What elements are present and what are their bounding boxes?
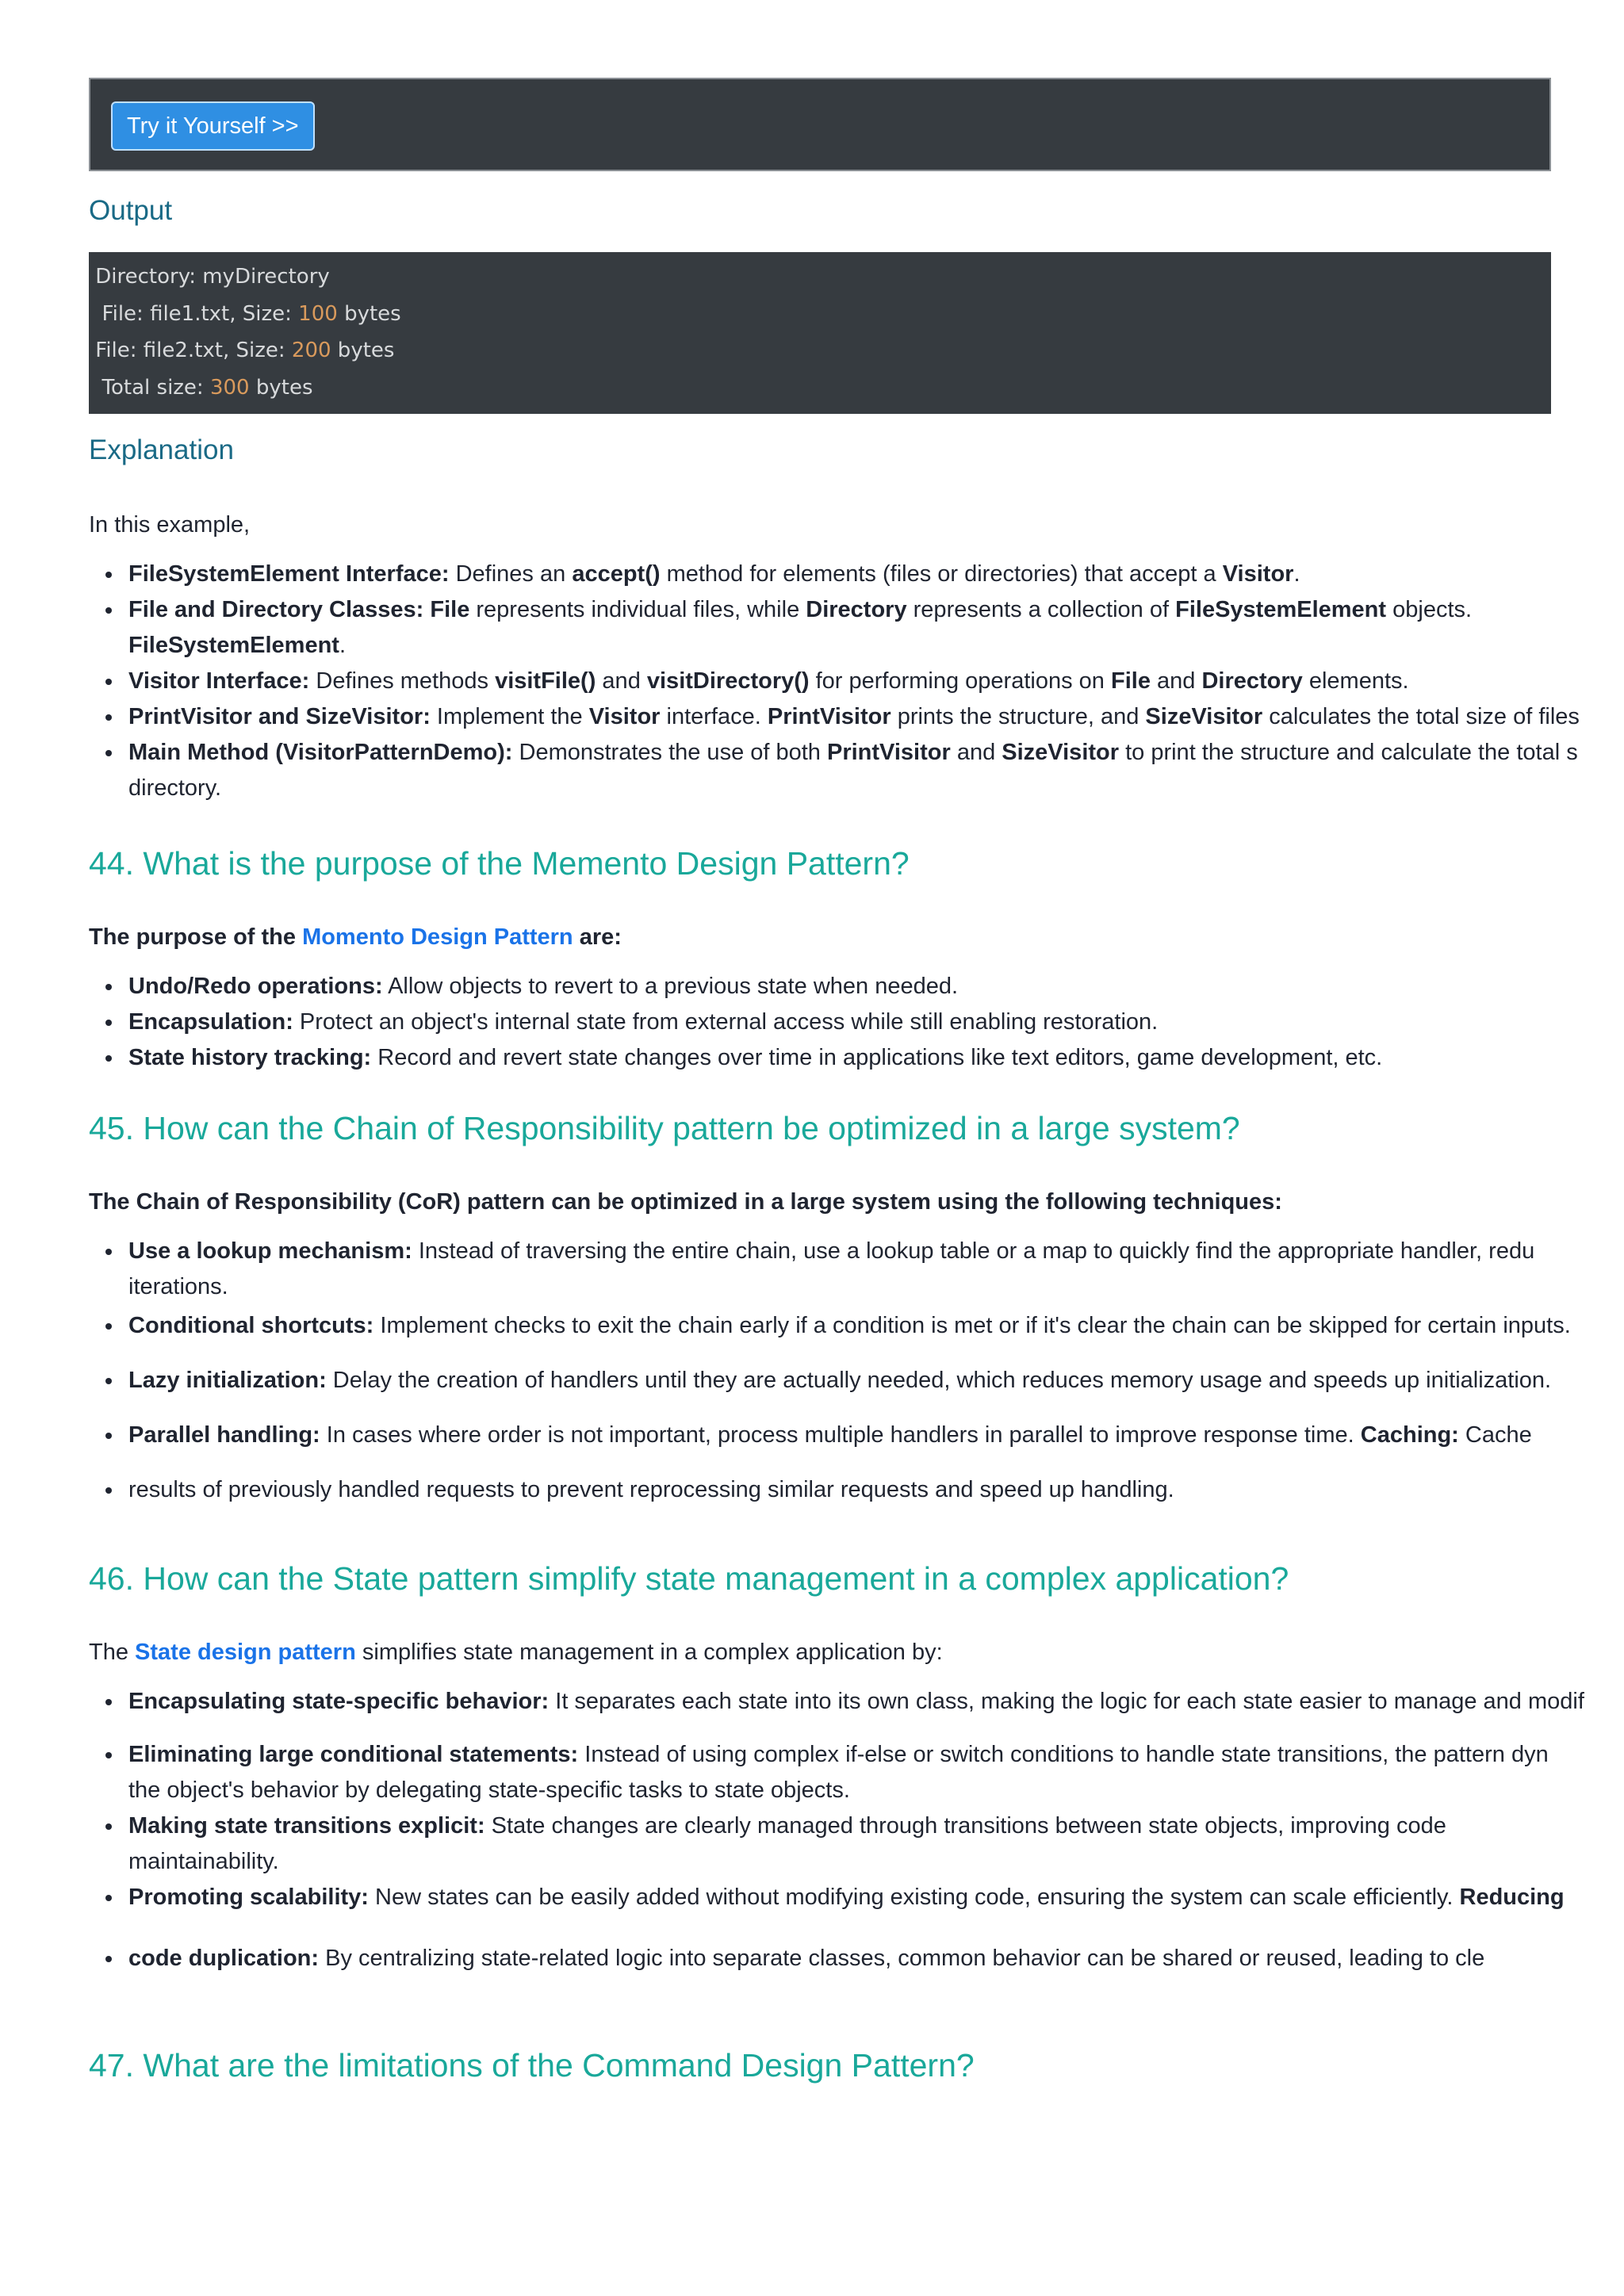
list-item: Use a lookup mechanism: Instead of traversing the entire chain, use a lookup table or a map to quickly find the appropriate handler, redu iterations.: [89, 1234, 1595, 1305]
explanation-list: [89, 557, 1595, 806]
list-item: FileSystemElement Interface: Defines an accept() method for elements (files or directories) that accept a Visitor.: [89, 557, 1595, 592]
q45-list: [89, 1234, 1595, 1508]
momento-design-pattern-link[interactable]: Momento Design Pattern: [302, 924, 573, 950]
try-it-yourself-button[interactable]: Try it Yourself >>: [111, 101, 315, 151]
list-item: Conditional shortcuts: Implement checks to exit the chain early if a condition is met or if it's clear the chain can be skipped for certain inputs.: [89, 1308, 1595, 1344]
list-item: State history tracking: Record and revert state changes over time in applications like text editors, game development, etc.: [89, 1040, 1595, 1076]
code-runner-bar: [89, 78, 1551, 171]
q46-lead: The State design pattern simplifies state management in a complex application by:: [89, 1640, 943, 1665]
question-46-heading: 46. How can the State pattern simplify state management in a complex application?: [89, 1560, 1289, 1597]
list-item: Eliminating large conditional statements: Instead of using complex if-else or switch conditions to handle state transitions, the pattern dyn the object's behavior by delegating state-specific tasks to state objects.: [89, 1737, 1595, 1808]
list-item: Main Method (VisitorPatternDemo): Demonstrates the use of both PrintVisitor and SizeVisitor to print the structure and calculate the total s directory.: [89, 735, 1595, 806]
output-line: File: file2.txt, Size: 200 bytes: [95, 339, 395, 362]
q44-lead: The purpose of the Momento Design Pattern are:: [89, 924, 622, 950]
output-line: File: file1.txt, Size: 100 bytes: [102, 301, 401, 326]
list-item: Parallel handling: In cases where order is not important, process multiple handlers in parallel to improve response time. Caching: Cache: [89, 1418, 1595, 1453]
explanation-heading: Explanation: [89, 434, 234, 465]
question-45-heading: 45. How can the Chain of Responsibility pattern be optimized in a large system?: [89, 1110, 1240, 1146]
state-design-pattern-link[interactable]: State design pattern: [135, 1640, 356, 1665]
q46-list: [89, 1684, 1595, 1976]
list-item: Encapsulation: Protect an object's internal state from external access while still enabling restoration.: [89, 1004, 1595, 1040]
question-44-heading: 44. What is the purpose of the Memento Design Pattern?: [89, 845, 910, 882]
output-line: Directory: myDirectory: [95, 265, 330, 289]
list-item: results of previously handled requests to prevent reprocessing similar requests and speed up handling.: [89, 1472, 1595, 1508]
q44-list: [89, 969, 1595, 1076]
list-item: Encapsulating state-specific behavior: It separates each state into its own class, making the logic for each state easier to manage and modif: [89, 1684, 1595, 1720]
list-item: code duplication: By centralizing state-related logic into separate classes, common behavior can be shared or reused, leading to cle: [89, 1941, 1595, 1976]
output-line: Total size: 300 bytes: [102, 375, 313, 400]
list-item: Promoting scalability: New states can be easily added without modifying existing code, ensuring the system can scale efficiently. Reducing: [89, 1880, 1595, 1915]
list-item: Undo/Redo operations: Allow objects to revert to a previous state when needed.: [89, 969, 1595, 1004]
q45-lead: The Chain of Responsibility (CoR) pattern can be optimized in a large system using the following techniques:: [89, 1189, 1282, 1215]
list-item: Lazy initialization: Delay the creation of handlers until they are actually needed, which reduces memory usage and speeds up initialization.: [89, 1363, 1595, 1399]
explanation-intro: In this example,: [89, 512, 251, 538]
list-item: Making state transitions explicit: State changes are clearly managed through transitions between state objects, improving code maintainability.: [89, 1808, 1595, 1880]
list-item: Visitor Interface: Defines methods visitFile() and visitDirectory() for performing operations on File and Directory elements.: [89, 664, 1595, 699]
list-item: File and Directory Classes: File represents individual files, while Directory represents a collection of FileSystemElement objects. FileSystemElement.: [89, 592, 1595, 664]
output-heading: Output: [89, 195, 173, 226]
list-item: PrintVisitor and SizeVisitor: Implement the Visitor interface. PrintVisitor prints the structure, and SizeVisitor calculates the total size of files: [89, 699, 1595, 735]
question-47-heading: 47. What are the limitations of the Command Design Pattern?: [89, 2047, 975, 2084]
output-console: [89, 252, 1551, 414]
